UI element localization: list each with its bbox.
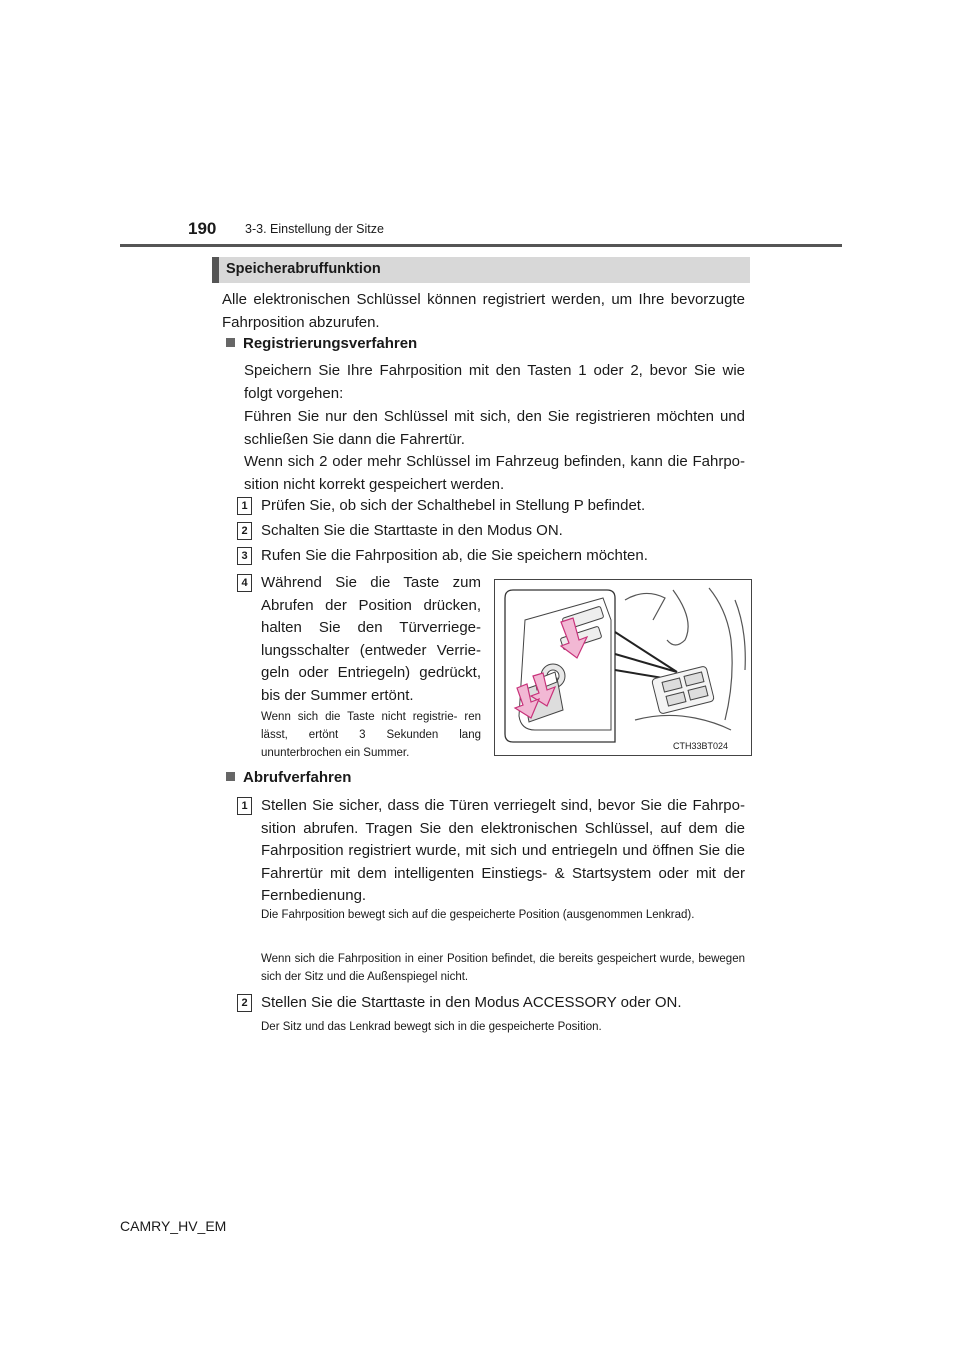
recall-title (226, 769, 351, 786)
registration-title (226, 335, 417, 352)
recall-note-3: Der Sitz und das Lenkrad bewegt sich in die gespeicherte Position. (261, 1021, 602, 1033)
figure-code: CTH33BT024 (673, 741, 729, 751)
registration-title-text: Registrierungsverfahren (243, 335, 418, 352)
section-title: 3-3. Einstellung der Sitze (245, 222, 384, 236)
step-number: 2 (237, 994, 252, 1012)
header-rule (120, 244, 842, 247)
recall-note-2: Wenn sich die Fahrposition in einer Position befindet, die bereits gespeichert wurde, bewegen sich der Sitz und die Außenspiegel nicht. (261, 953, 745, 983)
section-heading-bar (212, 257, 750, 283)
step-number: 1 (237, 497, 252, 515)
door-switch-drawing (495, 580, 751, 755)
square-bullet-icon (226, 772, 235, 781)
page-number: 190 (188, 219, 217, 238)
step-number: 4 (237, 574, 252, 592)
heading-mark (212, 257, 219, 283)
footer-model-code: CAMRY_HV_EM (120, 1218, 227, 1234)
step-text: Stellen Sie sicher, dass die Türen verriegelt sind, bevor Sie die Fahrpo- sition abrufen. Tragen Sie den elektronischen Schlüssel, auf dem die Fahrposition registriert wurde, mit sich und entriegeln und öffnen Sie die Fahrertür mit dem intelligenten Einstiegs- & Startsystem oder mit der Fernbedienung. (261, 797, 745, 904)
section-heading: Speicherabruffunktion (226, 261, 381, 277)
registration-para-1: Speichern Sie Ihre Fahrposition mit den Tasten 1 oder 2, bevor Sie wie folgt vorgehen: (244, 362, 745, 402)
registration-para-3: Wenn sich 2 oder mehr Schlüssel im Fahrzeug befinden, kann die Fahrpo- sition nicht korrekt gespeichert werden. (244, 453, 745, 493)
step-text: Schalten Sie die Starttaste in den Modus ON. (261, 522, 563, 539)
registration-para-2: Führen Sie nur den Schlüssel mit sich, den Sie registrieren möchten und schließen Sie dann die Fahrertür. (244, 408, 745, 448)
step-number: 1 (237, 797, 252, 815)
step-text: Während Sie die Taste zum Abrufen der Position drücken, halten Sie den Türverriege- lungsschalter (entweder Verrie- geln oder Entriegeln) gedrückt, bis der Summer ertönt. (261, 574, 481, 704)
recall-title-text: Abrufverfahren (243, 769, 352, 786)
door-switch-illustration (494, 579, 752, 756)
intro-text: Alle elektronischen Schlüssel können registriert werden, um Ihre bevorzugte Fahrposition abzurufen. (222, 291, 745, 331)
step-text: Rufen Sie die Fahrposition ab, die Sie speichern möchten. (261, 547, 648, 564)
square-bullet-icon (226, 338, 235, 347)
step-number: 2 (237, 522, 252, 540)
step-number: 3 (237, 547, 252, 565)
step-text: Prüfen Sie, ob sich der Schalthebel in Stellung P befindet. (261, 497, 646, 514)
registration-note: Wenn sich die Taste nicht registrie- ren lässt, ertönt 3 Sekunden lang ununterbrochen ein Summer. (261, 711, 481, 759)
recall-note-1: Die Fahrposition bewegt sich auf die gespeicherte Position (ausgenommen Lenkrad). (261, 909, 695, 921)
step-text: Stellen Sie die Starttaste in den Modus ACCESSORY oder ON. (261, 994, 682, 1011)
